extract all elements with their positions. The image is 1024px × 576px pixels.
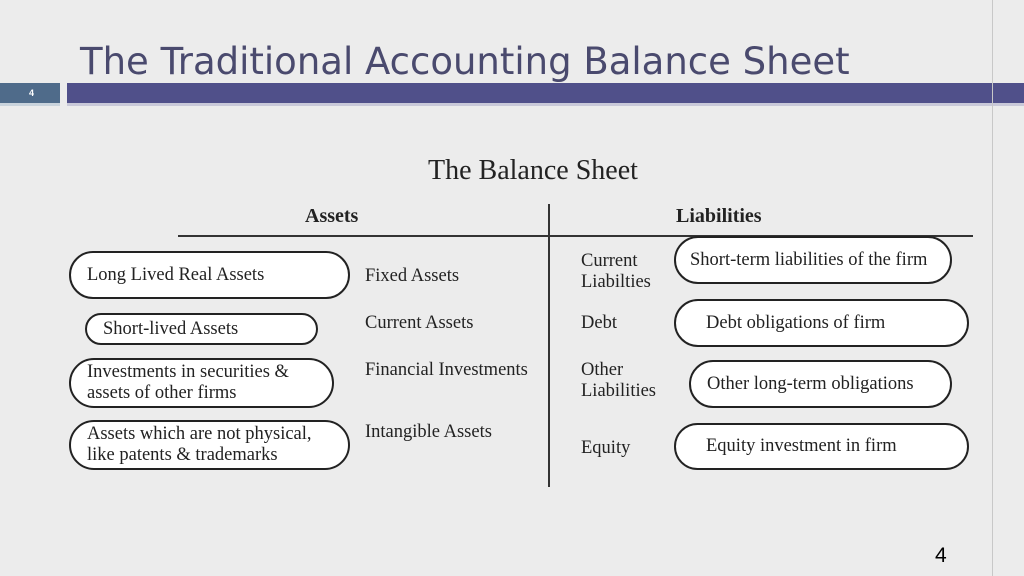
asset-description: Short-lived Assets [103, 318, 239, 339]
slide-number-box [0, 83, 60, 106]
right-border-line [992, 0, 993, 576]
asset-oval-investments [69, 358, 334, 408]
liability-category-equity: Equity [581, 438, 631, 458]
liability-category-line1: Current [581, 251, 638, 271]
liability-category-debt: Debt [581, 313, 617, 333]
liability-description: Short-term liabilities of the firm [690, 249, 928, 270]
asset-description-line2: like patents & trademarks [87, 445, 278, 465]
asset-category-current: Current Assets [365, 313, 474, 333]
liability-category-current [581, 251, 651, 293]
asset-description-line1: Investments in securities & [87, 362, 289, 382]
liability-oval-other [689, 360, 952, 408]
liability-category-line2: Liabilities [581, 381, 657, 401]
liabilities-heading: Liabilities [676, 205, 762, 227]
liability-description: Other long-term obligations [707, 373, 914, 394]
liability-category-line2: Liabilties [581, 272, 651, 292]
asset-category-fixed: Fixed Assets [365, 266, 460, 286]
asset-oval-short-lived [85, 313, 318, 345]
assets-heading: Assets [305, 205, 359, 227]
liability-oval-debt [674, 299, 969, 347]
asset-category-intangible: Intangible Assets [365, 422, 492, 442]
page-number: 4 [935, 544, 947, 567]
asset-oval-long-lived [69, 251, 350, 299]
slide-number-label: 4 [29, 88, 35, 98]
asset-description: Long Lived Real Assets [87, 264, 265, 285]
liability-oval-short-term [674, 236, 952, 284]
liability-category-line1: Other [581, 360, 624, 380]
asset-category-financial: Financial Investments [365, 360, 528, 380]
liability-category-other [581, 360, 656, 402]
column-divider [548, 204, 550, 487]
title-underline-bar [67, 83, 1024, 106]
asset-description-line2: assets of other firms [87, 383, 237, 403]
liability-description: Equity investment in firm [706, 436, 897, 456]
liability-oval-equity [674, 423, 969, 470]
liability-description: Debt obligations of firm [706, 312, 886, 333]
asset-oval-intangible [69, 420, 350, 470]
balance-sheet-title: The Balance Sheet [428, 155, 638, 186]
asset-description-line1: Assets which are not physical, [87, 424, 312, 444]
slide-title: The Traditional Accounting Balance Sheet [80, 40, 850, 83]
